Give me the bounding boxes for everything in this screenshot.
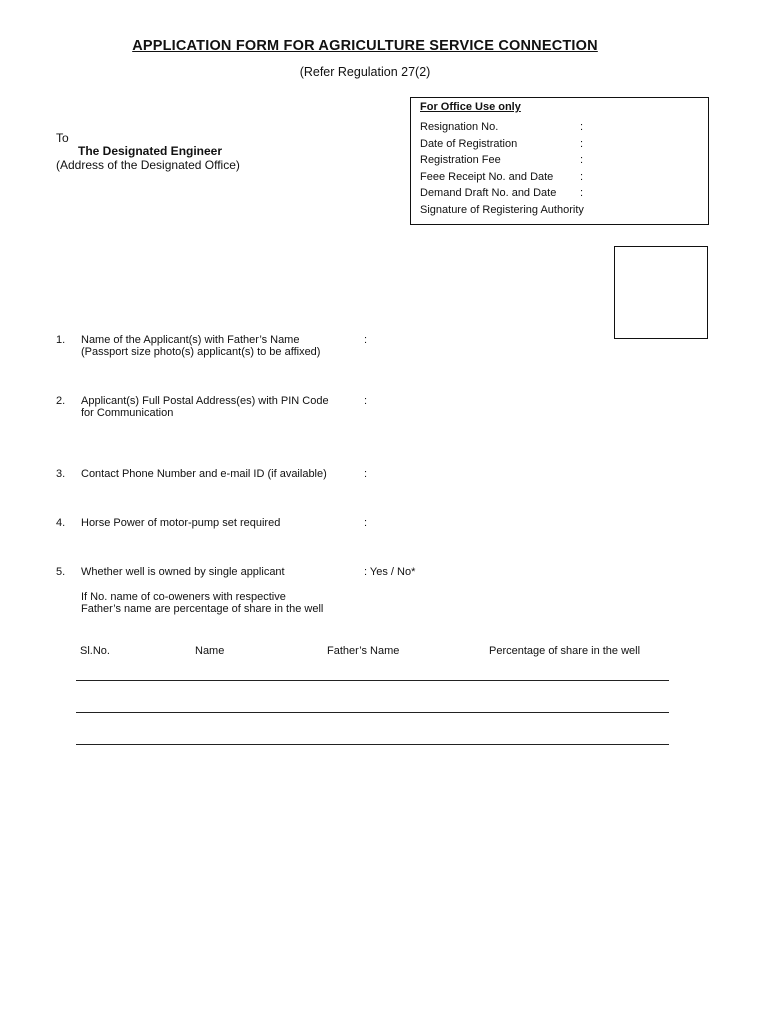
addressee-address: (Address of the Designated Office) [56, 158, 240, 172]
office-row-colon: : [580, 121, 584, 133]
item-number: 5. [56, 566, 66, 578]
table-header-name: Name [195, 645, 225, 657]
item-number: 1. [56, 334, 66, 346]
office-row-colon: : [580, 154, 584, 166]
item-label-contact: Contact Phone Number and e-mail ID (if available) [81, 468, 327, 480]
office-row-date-of-registration: Date of Registration [420, 138, 518, 150]
office-row-fee-receipt: Feee Receipt No. and Date [420, 171, 554, 183]
item-label-applicant-name: Name of the Applicant(s) with Father’s Name [81, 334, 300, 346]
item-label-photo-note: (Passport size photo(s) applicant(s) to be affixed) [81, 346, 321, 358]
office-use-heading: For Office Use only [420, 101, 521, 113]
office-row-registration-fee: Registration Fee [420, 154, 501, 166]
table-header-fathers-name: Father’s Name [327, 645, 400, 657]
item-label-postal-address: Applicant(s) Full Postal Address(es) with PIN Code [81, 395, 329, 407]
form-subtitle: (Refer Regulation 27(2) [299, 65, 431, 79]
photo-box[interactable] [614, 246, 708, 339]
item-answer-field[interactable]: : [364, 517, 368, 529]
office-row-registration-no: Resignation No. [420, 121, 499, 133]
coowner-note-line2: Father’s name are percentage of share in the well [81, 603, 324, 615]
item-label-well-ownership: Whether well is owned by single applicant [81, 566, 285, 578]
addressee-name: The Designated Engineer [78, 144, 223, 158]
item-answer-yes-no[interactable]: : Yes / No* [364, 566, 416, 578]
form-title: APPLICATION FORM FOR AGRICULTURE SERVICE CONNECTION [132, 38, 598, 54]
item-answer-field[interactable]: : [364, 395, 368, 407]
item-label-horse-power: Horse Power of motor-pump set required [81, 517, 281, 529]
office-row-signature: Signature of Registering Authority [420, 204, 584, 216]
item-number: 2. [56, 395, 66, 407]
table-row-line[interactable] [76, 712, 669, 713]
item-answer-field[interactable]: : [364, 334, 368, 346]
table-header-share: Percentage of share in the well [489, 645, 641, 657]
office-row-colon: : [580, 171, 584, 183]
item-answer-field[interactable]: : [364, 468, 368, 480]
table-row-line[interactable] [76, 680, 669, 681]
table-row-line[interactable] [76, 744, 669, 745]
item-number: 4. [56, 517, 66, 529]
office-row-demand-draft: Demand Draft No. and Date [420, 187, 557, 199]
item-number: 3. [56, 468, 66, 480]
table-header-slno: Sl.No. [80, 645, 110, 657]
office-row-colon: : [580, 138, 584, 150]
item-label-communication: for Communication [81, 407, 174, 419]
office-row-colon: : [580, 187, 584, 199]
addressee-to: To [56, 131, 69, 145]
coowner-note-line1: If No. name of co-oweners with respective [81, 591, 286, 603]
office-use-box [410, 97, 709, 225]
